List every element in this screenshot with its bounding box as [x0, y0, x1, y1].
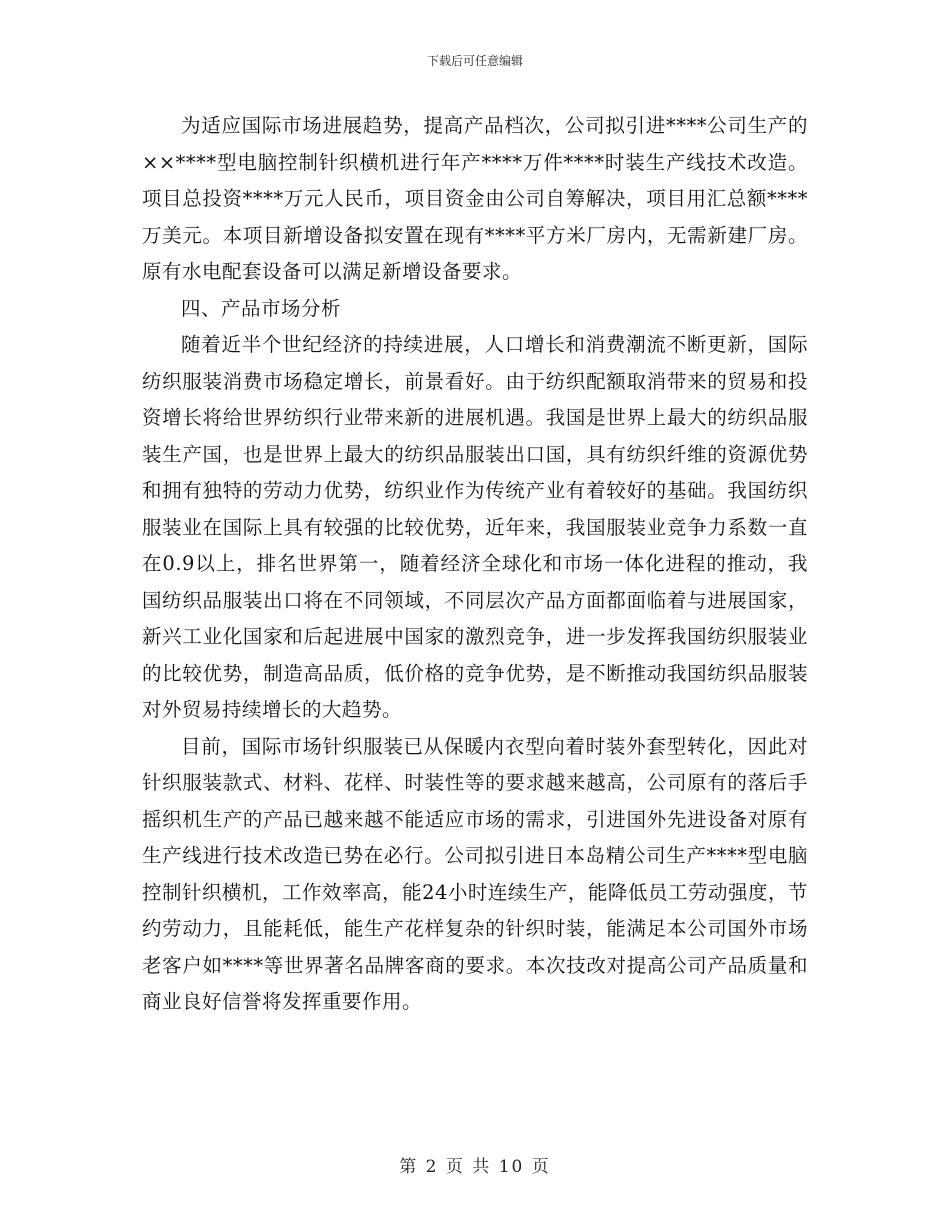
section-heading-market-analysis: 四、产品市场分析 — [181, 296, 342, 320]
document-body — [142, 108, 808, 1021]
paragraph-project-overview: 为适应国际市场进展趋势，提高产品档次，公司拟引进****公司生产的××****型电脑控制针织横机进行年产****万件****时装生产线技术改造。项目总投资****万元人民币，项目资金由公司自筹解决，项目用汇总额****万美元。本项目新增设备拟安置在现有****平方米厂房内，无需新建厂房。原有水电配套设备可以满足新增设备要求。 — [142, 114, 808, 283]
paragraph-market-trends: 随着近半个世纪经济的持续进展，人口增长和消费潮流不断更新，国际纺织服装消费市场稳定增长，前景看好。由于纺织配额取消带来的贸易和投资增长将给世界纺织行业带来新的进展机遇。我国是世界上最大的纺织品服装生产国，也是世界上最大的纺织品服装出口国，具有纺织纤维的资源优势和拥有独特的劳动力优势，纺织业作为传统产业有着较好的基础。我国纺织服装业在国际上具有较强的比较优势，近年来，我国服装业竞争力系数一直在0.9以上，排名世界第一，随着经济全球化和市场一体化进程的推动，我国纺织品服装出口将在不同领域，不同层次产品方面都面临着与进展国家，新兴工业化国家和后起进展中国家的激烈竞争，进一步发挥我国纺织服装业的比较优势，制造高品质，低价格的竞争优势，是不断推动我国纺织品服装对外贸易持续增长的大趋势。 — [142, 333, 808, 721]
page-number: 第 2 页 共 10 页 — [399, 1157, 551, 1177]
paragraph-current-situation: 目前，国际市场针织服装已从保暖内衣型向着时装外套型转化，因此对针织服装款式、材料、花样、时装性等的要求越来越高，公司原有的落后手摇织机生产的产品已越来越不能适应市场的需求，引进国外先进设备对原有生产线进行技术改造已势在必行。公司拟引进日本岛精公司生产****型电脑控制针织横机，工作效率高，能24小时连续生产，能降低员工劳动强度，节约劳动力，且能耗低，能生产花样复杂的针织时装，能满足本公司国外市场老客户如****等世界著名品牌客商的要求。本次技改对提高公司产品质量和商业良好信誉将发挥重要作用。 — [142, 734, 808, 1013]
page-header: 下载后可任意编辑 — [426, 54, 523, 68]
